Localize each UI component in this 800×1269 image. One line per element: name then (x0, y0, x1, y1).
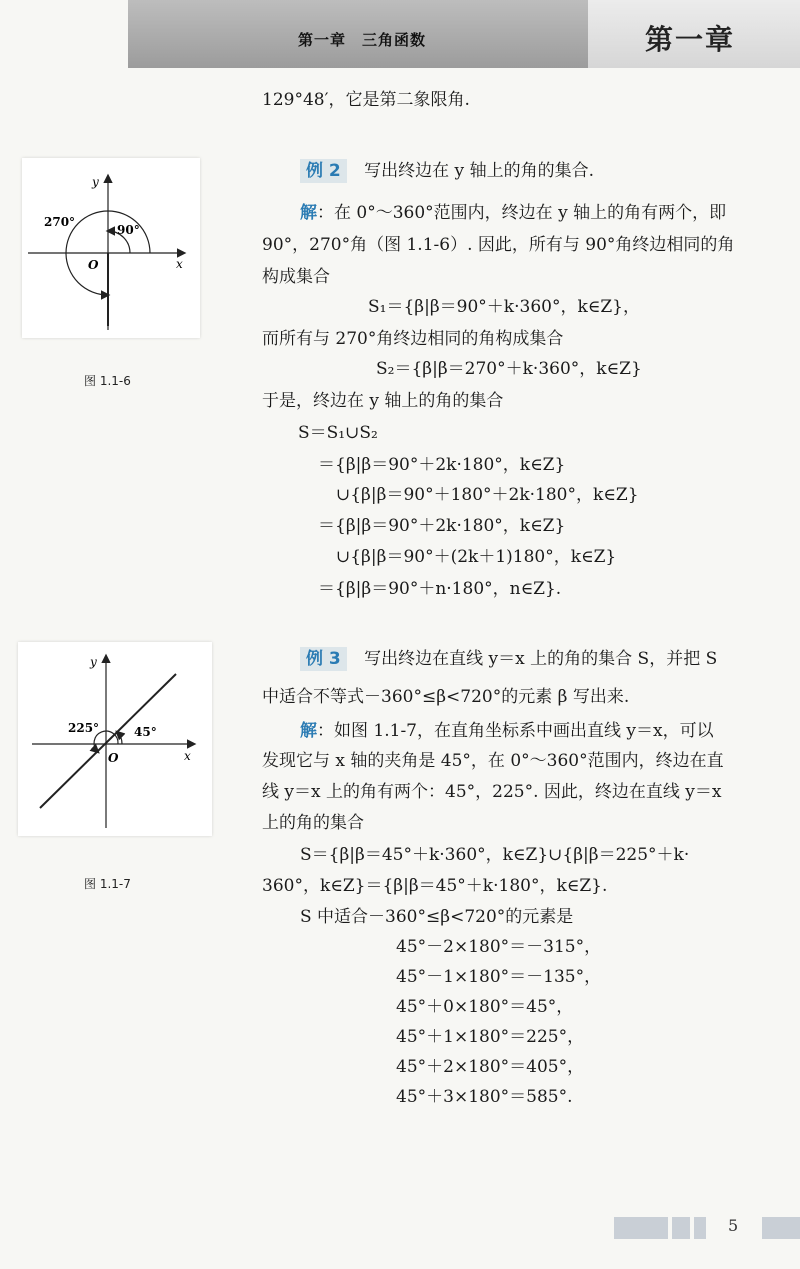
figure-1-1-7 (18, 642, 212, 836)
formula-line: ∪{β|β＝90°＋180°＋2k·180°，k∈Z} (336, 485, 639, 505)
result-line: 45°－1×180°＝－135°， (396, 967, 602, 987)
formula-line: ＝{β|β＝90°＋n·180°，n∈Z}. (318, 579, 562, 599)
page-number: 5 (728, 1216, 739, 1235)
figure-1-1-6 (22, 158, 200, 338)
chapter-tag: 第一章 (645, 23, 736, 56)
formula-line: ＝{β|β＝90°＋2k·180°，k∈Z} (318, 455, 566, 475)
formula-line: S₁＝{β|β＝90°＋k·360°，k∈Z}， (368, 297, 640, 317)
text-line: 于是，终边在 y 轴上的角的集合 (262, 391, 504, 411)
origin-label: O (108, 751, 119, 765)
angle-label-270: 270° (44, 215, 76, 229)
footer-bar (614, 1217, 668, 1239)
text-span: ：如图 1.1-7，在直角坐标系中画出直线 y＝x，可以 (317, 721, 714, 741)
text-line: 构成集合 (262, 267, 330, 287)
y-label: y (92, 175, 99, 189)
formula-line: S₂＝{β|β＝270°＋k·360°，k∈Z} (376, 359, 642, 379)
result-line: 45°＋0×180°＝45°， (396, 997, 574, 1017)
text-line: 而所有与 270°角终边相同的角构成集合 (262, 329, 564, 349)
formula-line: ＝{β|β＝90°＋2k·180°，k∈Z} (318, 516, 566, 536)
chapter-title: 第一章 三角函数 (298, 31, 427, 49)
text-line (300, 202, 726, 224)
figure-caption: 图 1.1-7 (84, 877, 131, 891)
angle-label-225: 225° (68, 721, 100, 735)
origin-label: O (88, 258, 99, 272)
text-line: 线 y＝x 上的角有两个：45°，225°. 因此，终边在直线 y＝x (262, 782, 722, 802)
text-line: 90°，270°角（图 1.1-6）. 因此，所有与 90°角终边相同的角 (262, 235, 735, 255)
example-label: 例 3 (300, 647, 347, 671)
example-2-heading (300, 160, 594, 182)
text-line: 发现它与 x 轴的夹角是 45°，在 0°～360°范围内，终边在直 (262, 751, 724, 771)
line-y-equals-x (40, 674, 176, 808)
example-label: 例 2 (300, 159, 347, 183)
footer-bar (694, 1217, 706, 1239)
formula-line: S＝{β|β＝45°＋k·360°，k∈Z}∪{β|β＝225°＋k· (300, 845, 690, 865)
figure-caption: 图 1.1-6 (84, 374, 131, 388)
text-span: ：在 0°～360°范围内，终边在 y 轴上的角有两个，即 (317, 203, 727, 223)
text-line: S 中适合－360°≤β<720°的元素是 (300, 907, 574, 927)
text-line: 中适合不等式－360°≤β<720°的元素 β 写出来. (262, 687, 630, 707)
formula-line: 360°，k∈Z}＝{β|β＝45°＋k·180°，k∈Z}. (262, 876, 608, 896)
text-line: 129°48′，它是第二象限角. (262, 90, 470, 110)
figure-1-1-7-svg (18, 642, 212, 836)
angle-label-90: 90° (117, 223, 140, 237)
x-label: x (184, 749, 191, 763)
footer-bar (762, 1217, 800, 1239)
solution-label: 解 (300, 721, 317, 741)
angle-label-45: 45° (134, 725, 157, 739)
result-line: 45°－2×180°＝－315°， (396, 937, 602, 957)
x-label: x (176, 257, 183, 271)
y-label: y (90, 655, 97, 669)
result-line: 45°＋3×180°＝585°. (396, 1087, 573, 1107)
example-question: 写出终边在直线 y＝x 上的角的集合 S，并把 S (364, 649, 718, 669)
text-line: 上的角的集合 (262, 813, 364, 833)
formula-line: ∪{β|β＝90°＋(2k＋1)180°，k∈Z} (336, 547, 617, 567)
example-question: 写出终边在 y 轴上的角的集合. (364, 161, 594, 181)
solution-label: 解 (300, 203, 317, 223)
footer-bar (672, 1217, 690, 1239)
result-line: 45°＋1×180°＝225°， (396, 1027, 585, 1047)
formula-line: S＝S₁∪S₂ (298, 423, 378, 443)
example-3-heading (300, 648, 717, 670)
result-line: 45°＋2×180°＝405°， (396, 1057, 585, 1077)
text-line (300, 720, 714, 742)
figure-1-1-6-svg (22, 158, 200, 338)
